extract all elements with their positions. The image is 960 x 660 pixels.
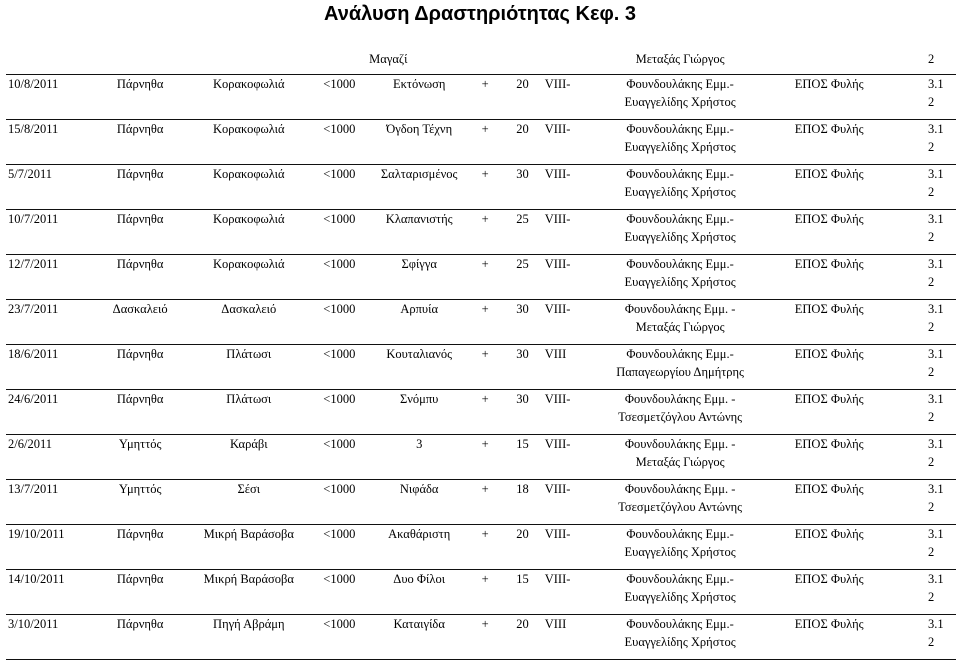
cell-climbers-line-1: Φουνδουλάκης Εμμ.- [626,572,734,586]
cell-route-name: Εκτόνωση [370,75,468,120]
cell-section [892,480,956,525]
cell-area: Πάρνηθα [91,120,189,165]
header-person: Μεταξάς Γιώργος [594,44,767,75]
cell-route-name: Σφίγγα [370,255,468,300]
cell-section [892,390,956,435]
cell-date: 10/8/2011 [6,75,91,120]
cell-climbers-line-2: Μεταξάς Γιώργος [635,320,725,334]
cell-climbers-line-1: Φουνδουλάκης Εμμ.- [626,257,734,271]
cell-section-line-1: 3.1 [928,392,944,406]
cell-length: 30 [502,300,542,345]
table-row [6,615,956,660]
cell-date: 23/7/2011 [6,300,91,345]
cell-section [892,570,956,615]
cell-climbers [594,435,767,480]
cell-date: 24/6/2011 [6,390,91,435]
cell-section-line-1: 3.1 [928,167,944,181]
cell-location: Σέσι [189,480,308,525]
cell-club: ΕΠΟΣ Φυλής [766,300,892,345]
header-row [6,44,956,75]
cell-area: Πάρνηθα [91,210,189,255]
cell-location: Κορακοφωλιά [189,120,308,165]
cell-length: 20 [502,75,542,120]
page-title: Ανάλυση Δραστηριότητας Κεφ. 3 [324,3,636,25]
cell-climbers-line-2: Ευαγγελίδης Χρήστος [624,275,736,289]
cell-grade: VIII [543,615,594,660]
cell-section-line-2: 2 [928,410,935,424]
cell-length: 25 [502,210,542,255]
cell-section-line-2: 2 [928,635,935,649]
cell-location: Κορακοφωλιά [189,210,308,255]
cell-climbers [594,255,767,300]
cell-location: Κορακοφωλιά [189,255,308,300]
cell-section [892,255,956,300]
cell-section-line-2: 2 [928,500,935,514]
cell-climbers [594,345,767,390]
cell-altitude: <1000 [308,435,370,480]
cell-climbers-line-1: Φουνδουλάκης Εμμ. - [624,392,736,406]
cell-section-line-1: 3.1 [928,302,944,316]
cell-club: ΕΠΟΣ Φυλής [766,480,892,525]
cell-section [892,345,956,390]
cell-climbers-line-1: Φουνδουλάκης Εμμ. - [624,437,736,451]
table-row [6,255,956,300]
table-row [6,210,956,255]
header-shop: Μαγαζί [308,44,468,75]
cell-location: Καράβι [189,435,308,480]
cell-climbers-line-2: Ευαγγελίδης Χρήστος [624,635,736,649]
cell-date: 15/8/2011 [6,120,91,165]
cell-area: Δασκαλειό [91,300,189,345]
cell-climbers [594,75,767,120]
cell-grade: VIII- [543,255,594,300]
cell-club: ΕΠΟΣ Φυλής [766,525,892,570]
cell-grade: VIII- [543,300,594,345]
cell-climbers-line-1: Φουνδουλάκης Εμμ. - [624,302,736,316]
cell-section-line-2: 2 [928,185,935,199]
cell-length: 15 [502,570,542,615]
cell-grade: VIII- [543,75,594,120]
cell-club: ΕΠΟΣ Φυλής [766,75,892,120]
cell-route-name: Αρπυία [370,300,468,345]
cell-altitude: <1000 [308,210,370,255]
cell-climbers-line-1: Φουνδουλάκης Εμμ.- [626,527,734,541]
cell-plus: + [468,525,502,570]
cell-length: 30 [502,345,542,390]
cell-grade: VIII- [543,120,594,165]
cell-location: Πλάτωσι [189,390,308,435]
cell-date: 13/7/2011 [6,480,91,525]
cell-section [892,210,956,255]
cell-section-line-2: 2 [928,365,935,379]
cell-section [892,165,956,210]
cell-section [892,435,956,480]
cell-grade: VIII- [543,390,594,435]
cell-location: Μικρή Βαράσοβα [189,570,308,615]
cell-section-line-1: 3.1 [928,437,944,451]
cell-altitude: <1000 [308,120,370,165]
cell-route-name: Νιφάδα [370,480,468,525]
table-row [6,165,956,210]
cell-location: Μικρή Βαράσοβα [189,525,308,570]
cell-date: 14/10/2011 [6,570,91,615]
cell-route-name: Ακαθάριστη [370,525,468,570]
cell-climbers-line-1: Φουνδουλάκης Εμμ.- [626,617,734,631]
cell-date: 18/6/2011 [6,345,91,390]
cell-route-name: Κουταλιανός [370,345,468,390]
cell-length: 20 [502,615,542,660]
cell-section [892,525,956,570]
cell-area: Υμηττός [91,480,189,525]
cell-section-line-1: 3.1 [928,527,944,541]
cell-plus: + [468,435,502,480]
cell-length: 20 [502,120,542,165]
cell-climbers-line-1: Φουνδουλάκης Εμμ.- [626,77,734,91]
table-row [6,75,956,120]
cell-climbers [594,390,767,435]
cell-climbers [594,300,767,345]
cell-section-line-2: 2 [928,95,935,109]
cell-length: 30 [502,390,542,435]
cell-climbers-line-2: Ευαγγελίδης Χρήστος [624,590,736,604]
cell-date: 3/10/2011 [6,615,91,660]
cell-climbers-line-1: Φουνδουλάκης Εμμ.- [626,167,734,181]
cell-climbers-line-2: Ευαγγελίδης Χρήστος [624,230,736,244]
cell-section [892,75,956,120]
table-row [6,390,956,435]
cell-section-line-1: 3.1 [928,617,944,631]
cell-club: ΕΠΟΣ Φυλής [766,210,892,255]
cell-altitude: <1000 [308,525,370,570]
cell-section [892,120,956,165]
cell-area: Πάρνηθα [91,345,189,390]
cell-date: 2/6/2011 [6,435,91,480]
cell-length: 30 [502,165,542,210]
cell-section-line-1: 3.1 [928,212,944,226]
cell-altitude: <1000 [308,255,370,300]
cell-route-name: Σνόμπυ [370,390,468,435]
cell-route-name: Σαλταρισμένος [370,165,468,210]
cell-altitude: <1000 [308,390,370,435]
cell-section-line-2: 2 [928,140,935,154]
cell-area: Υμηττός [91,435,189,480]
cell-climbers-line-1: Φουνδουλάκης Εμμ. - [624,482,736,496]
cell-grade: VIII [543,345,594,390]
cell-climbers-line-2: Ευαγγελίδης Χρήστος [624,95,736,109]
cell-climbers [594,165,767,210]
cell-climbers [594,525,767,570]
cell-date: 12/7/2011 [6,255,91,300]
cell-plus: + [468,255,502,300]
cell-section-line-1: 3.1 [928,572,944,586]
cell-plus: + [468,570,502,615]
cell-climbers-line-1: Φουνδουλάκης Εμμ.- [626,122,734,136]
cell-altitude: <1000 [308,615,370,660]
cell-plus: + [468,615,502,660]
cell-length: 20 [502,525,542,570]
cell-grade: VIII- [543,165,594,210]
cell-location: Δασκαλειό [189,300,308,345]
cell-section-line-1: 3.1 [928,347,944,361]
cell-plus: + [468,390,502,435]
cell-section-line-2: 2 [928,275,935,289]
cell-route-name: Όγδοη Τέχνη [370,120,468,165]
cell-climbers-line-2: Ευαγγελίδης Χρήστος [624,185,736,199]
cell-grade: VIII- [543,480,594,525]
cell-climbers-line-2: Ευαγγελίδης Χρήστος [624,140,736,154]
cell-climbers-line-2: Τσεσμετζόγλου Αντώνης [618,500,743,514]
cell-altitude: <1000 [308,75,370,120]
cell-area: Πάρνηθα [91,165,189,210]
cell-altitude: <1000 [308,300,370,345]
cell-plus: + [468,210,502,255]
cell-club: ΕΠΟΣ Φυλής [766,435,892,480]
cell-length: 18 [502,480,542,525]
activity-table [6,44,956,660]
cell-plus: + [468,165,502,210]
cell-length: 25 [502,255,542,300]
cell-section-line-2: 2 [928,455,935,469]
cell-section-line-1: 3.1 [928,77,944,91]
cell-area: Πάρνηθα [91,525,189,570]
cell-area: Πάρνηθα [91,615,189,660]
cell-club: ΕΠΟΣ Φυλής [766,570,892,615]
cell-date: 5/7/2011 [6,165,91,210]
cell-area: Πάρνηθα [91,75,189,120]
cell-plus: + [468,480,502,525]
cell-route-name: Δυο Φίλοι [370,570,468,615]
cell-climbers-line-2: Μεταξάς Γιώργος [635,455,725,469]
cell-altitude: <1000 [308,165,370,210]
cell-club: ΕΠΟΣ Φυλής [766,120,892,165]
cell-climbers [594,615,767,660]
cell-grade: VIII- [543,570,594,615]
cell-plus: + [468,345,502,390]
table-row [6,570,956,615]
cell-club: ΕΠΟΣ Φυλής [766,255,892,300]
table-row [6,525,956,570]
table-row [6,120,956,165]
cell-grade: VIII- [543,210,594,255]
cell-route-name: 3 [370,435,468,480]
cell-climbers-line-1: Φουνδουλάκης Εμμ.- [626,212,734,226]
cell-grade: VIII- [543,525,594,570]
cell-plus: + [468,120,502,165]
cell-climbers [594,570,767,615]
cell-plus: + [468,300,502,345]
header-number: 2 [892,44,956,75]
cell-location: Κορακοφωλιά [189,165,308,210]
cell-club: ΕΠΟΣ Φυλής [766,345,892,390]
cell-date: 10/7/2011 [6,210,91,255]
cell-altitude: <1000 [308,570,370,615]
cell-climbers [594,480,767,525]
cell-climbers-line-1: Φουνδουλάκης Εμμ.- [626,347,734,361]
cell-section-line-2: 2 [928,590,935,604]
cell-length: 15 [502,435,542,480]
cell-section-line-2: 2 [928,545,935,559]
table-row [6,345,956,390]
cell-section [892,300,956,345]
table-body [6,44,956,660]
cell-club: ΕΠΟΣ Φυλής [766,390,892,435]
cell-section-line-2: 2 [928,230,935,244]
cell-climbers [594,210,767,255]
cell-route-name: Καταιγίδα [370,615,468,660]
cell-altitude: <1000 [308,480,370,525]
cell-area: Πάρνηθα [91,570,189,615]
cell-location: Πλάτωσι [189,345,308,390]
cell-section-line-1: 3.1 [928,257,944,271]
cell-area: Πάρνηθα [91,255,189,300]
table-row [6,300,956,345]
cell-climbers-line-2: Ευαγγελίδης Χρήστος [624,545,736,559]
cell-area: Πάρνηθα [91,390,189,435]
cell-section-line-1: 3.1 [928,482,944,496]
cell-section [892,615,956,660]
cell-location: Πηγή Αβράμη [189,615,308,660]
cell-altitude: <1000 [308,345,370,390]
cell-section-line-1: 3.1 [928,122,944,136]
cell-club: ΕΠΟΣ Φυλής [766,615,892,660]
cell-climbers-line-2: Παπαγεωργίου Δημήτρης [616,365,744,379]
table-row [6,435,956,480]
cell-date: 19/10/2011 [6,525,91,570]
cell-grade: VIII- [543,435,594,480]
cell-section-line-2: 2 [928,320,935,334]
cell-plus: + [468,75,502,120]
cell-climbers [594,120,767,165]
cell-climbers-line-2: Τσεσμετζόγλου Αντώνης [618,410,743,424]
cell-location: Κορακοφωλιά [189,75,308,120]
table-row [6,480,956,525]
cell-club: ΕΠΟΣ Φυλής [766,165,892,210]
cell-route-name: Κλαπανιστής [370,210,468,255]
